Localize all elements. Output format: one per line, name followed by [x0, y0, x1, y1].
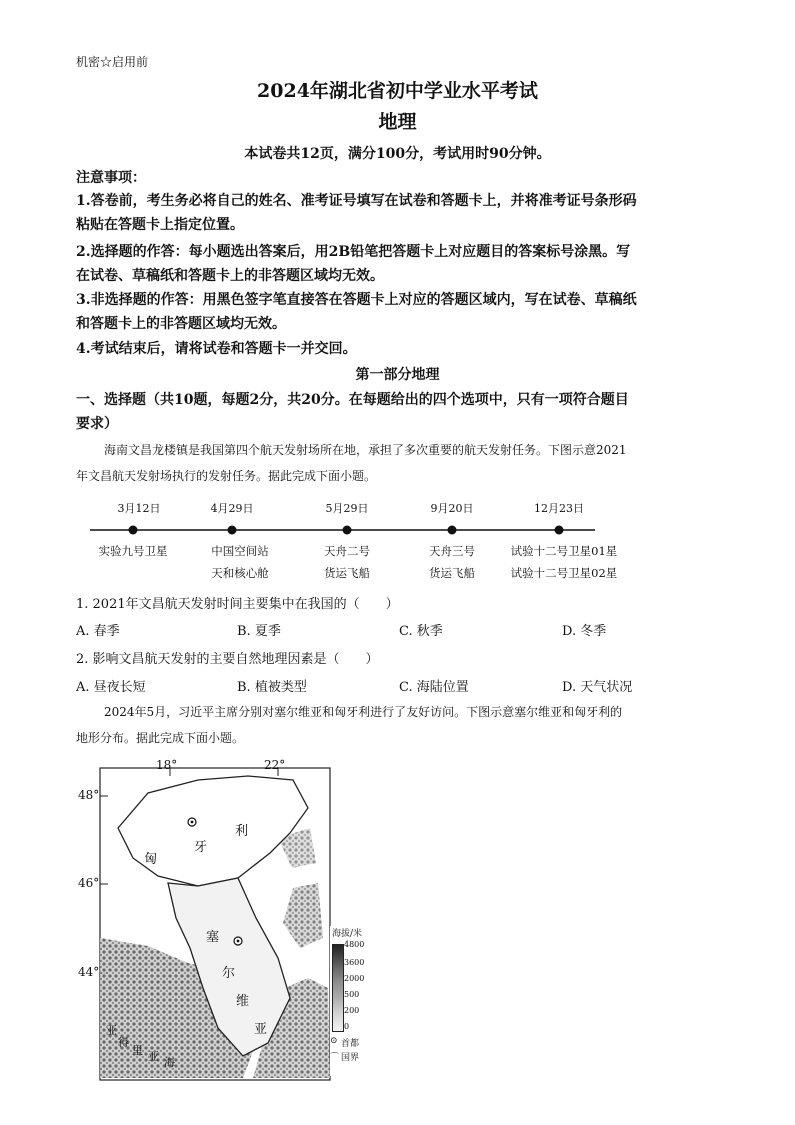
timeline-date: 3月12日: [117, 502, 161, 515]
timeline-event: 天舟二号: [324, 544, 370, 558]
note-line: 1.答卷前，考生务必将自己的姓名、准考证号填写在试卷和答题卡上，并将准考证号条形码: [76, 193, 637, 209]
country-char: 牙: [194, 840, 208, 855]
section-heading-cont: 要求）: [76, 416, 118, 432]
option-a[interactable]: A. 春季: [76, 624, 120, 639]
sea-char: 亚: [148, 1050, 159, 1063]
notes-heading: 注意事项：: [76, 170, 146, 186]
passage-2: 2024年5月，习近平主席分别对塞尔维亚和匈牙利进行了友好访问。下图示意塞尔维亚和匈牙利的: [104, 705, 623, 719]
option-a[interactable]: A. 昼夜长短: [76, 680, 146, 695]
sea-char: 里: [132, 1044, 143, 1057]
capital-legend-icon: ⊙: [330, 1036, 338, 1046]
map-legend: [330, 926, 370, 1076]
timeline-event: 货运飞船: [429, 566, 475, 580]
lat-label: 46°: [78, 876, 100, 890]
timeline-dot: [555, 526, 564, 535]
timeline-date: 4月29日: [210, 502, 254, 515]
border-legend-icon: ⌒: [330, 1053, 340, 1063]
passage-2-cont: 地形分布。据此完成下面小题。: [76, 731, 245, 745]
sea-char: 亚: [106, 1024, 117, 1037]
section-heading: 一、选择题（共10题，每题2分，共20分。在每题给出的四个选项中，只有一项符合题目: [76, 392, 629, 408]
sea-char: 海: [164, 1056, 175, 1069]
legend-value: 3600: [344, 958, 365, 967]
legend-title: 海拔/米: [332, 929, 363, 939]
option-d[interactable]: D. 天气状况: [562, 680, 633, 695]
note-line: 粘贴在答题卡上指定位置。: [76, 217, 244, 233]
legend-capital: 首都: [341, 1039, 360, 1049]
legend-value: 2000: [344, 974, 365, 983]
country-char: 维: [236, 994, 250, 1009]
option-c[interactable]: C. 海陆位置: [399, 680, 469, 695]
timeline-dot: [129, 526, 138, 535]
lat-label: 44°: [78, 965, 100, 979]
country-char: 塞: [206, 930, 220, 945]
confidential-mark: 机密☆启用前: [76, 55, 149, 69]
country-char: 匈: [144, 852, 158, 867]
legend-value: 500: [344, 990, 360, 999]
timeline-event: 实验九号卫星: [98, 544, 168, 558]
legend-value: 200: [344, 1006, 360, 1015]
timeline-event: 货运飞船: [324, 566, 370, 580]
option-b[interactable]: B. 植被类型: [237, 680, 307, 695]
note-line: 2.选择题的作答：每小题选出答案后，用2B铅笔把答题卡上对应题目的答案标号涂黑。写: [76, 244, 631, 260]
lat-label: 48°: [78, 788, 100, 802]
legend-value: 4800: [344, 940, 365, 949]
sea-char: 得: [118, 1036, 129, 1049]
note-line: 3.非选择题的作答：用黑色签字笔直接答在答题卡上对应的答题区域内，写在试卷、草稿纸: [76, 292, 637, 308]
legend-border: 国界: [341, 1053, 360, 1063]
question-stem: 1. 2021年文昌航天发射时间主要集中在我国的（ ）: [76, 597, 399, 612]
timeline-event: 试验十二号卫星02星: [510, 566, 618, 580]
lon-label: 22°: [264, 758, 286, 772]
option-b[interactable]: B. 夏季: [237, 624, 281, 639]
note-line: 和答题卡上的非答题区域均无效。: [76, 316, 286, 332]
exam-title: 2024年湖北省初中学业水平考试: [257, 80, 538, 102]
part-title: 第一部分地理: [355, 367, 440, 383]
timeline-date: 5月29日: [325, 502, 369, 515]
option-c[interactable]: C. 秋季: [399, 624, 443, 639]
legend-value: 0: [344, 1022, 350, 1031]
timeline-dot: [448, 526, 457, 535]
terrain-map: [78, 758, 365, 1083]
lon-label: 18°: [156, 758, 178, 772]
country-char: 尔: [222, 966, 236, 981]
timeline-event: 试验十二号卫星01星: [510, 544, 618, 558]
timeline-event: 天和核心舱: [211, 566, 269, 580]
note-line: 在试卷、草稿纸和答题卡上的非答题区域均无效。: [76, 268, 384, 284]
timeline-date: 12月23日: [534, 502, 584, 515]
passage-1-cont: 年文昌航天发射场执行的发射任务。据此完成下面小题。: [76, 469, 377, 483]
timeline-dot: [343, 526, 352, 535]
note-line: 4.考试结束后，请将试卷和答题卡一并交回。: [76, 341, 357, 357]
timeline-event: 天舟三号: [429, 544, 475, 558]
question-stem: 2. 影响文昌航天发射的主要自然地理因素是（ ）: [76, 652, 379, 667]
country-char: 亚: [254, 1022, 268, 1037]
country-char: 利: [235, 824, 249, 839]
exam-info: 本试卷共12页，满分100分，考试用时90分钟。: [244, 146, 551, 162]
timeline-dot: [228, 526, 237, 535]
timeline-date: 9月20日: [430, 502, 474, 515]
passage-1: 海南文昌龙楼镇是我国第四个航天发射场所在地，承担了多次重要的航天发射任务。下图示意2021: [104, 443, 627, 457]
subject-title: 地理: [378, 111, 417, 133]
option-d[interactable]: D. 冬季: [562, 624, 607, 639]
elevation-scale: [332, 944, 344, 1032]
timeline-event: 中国空间站: [211, 544, 269, 558]
